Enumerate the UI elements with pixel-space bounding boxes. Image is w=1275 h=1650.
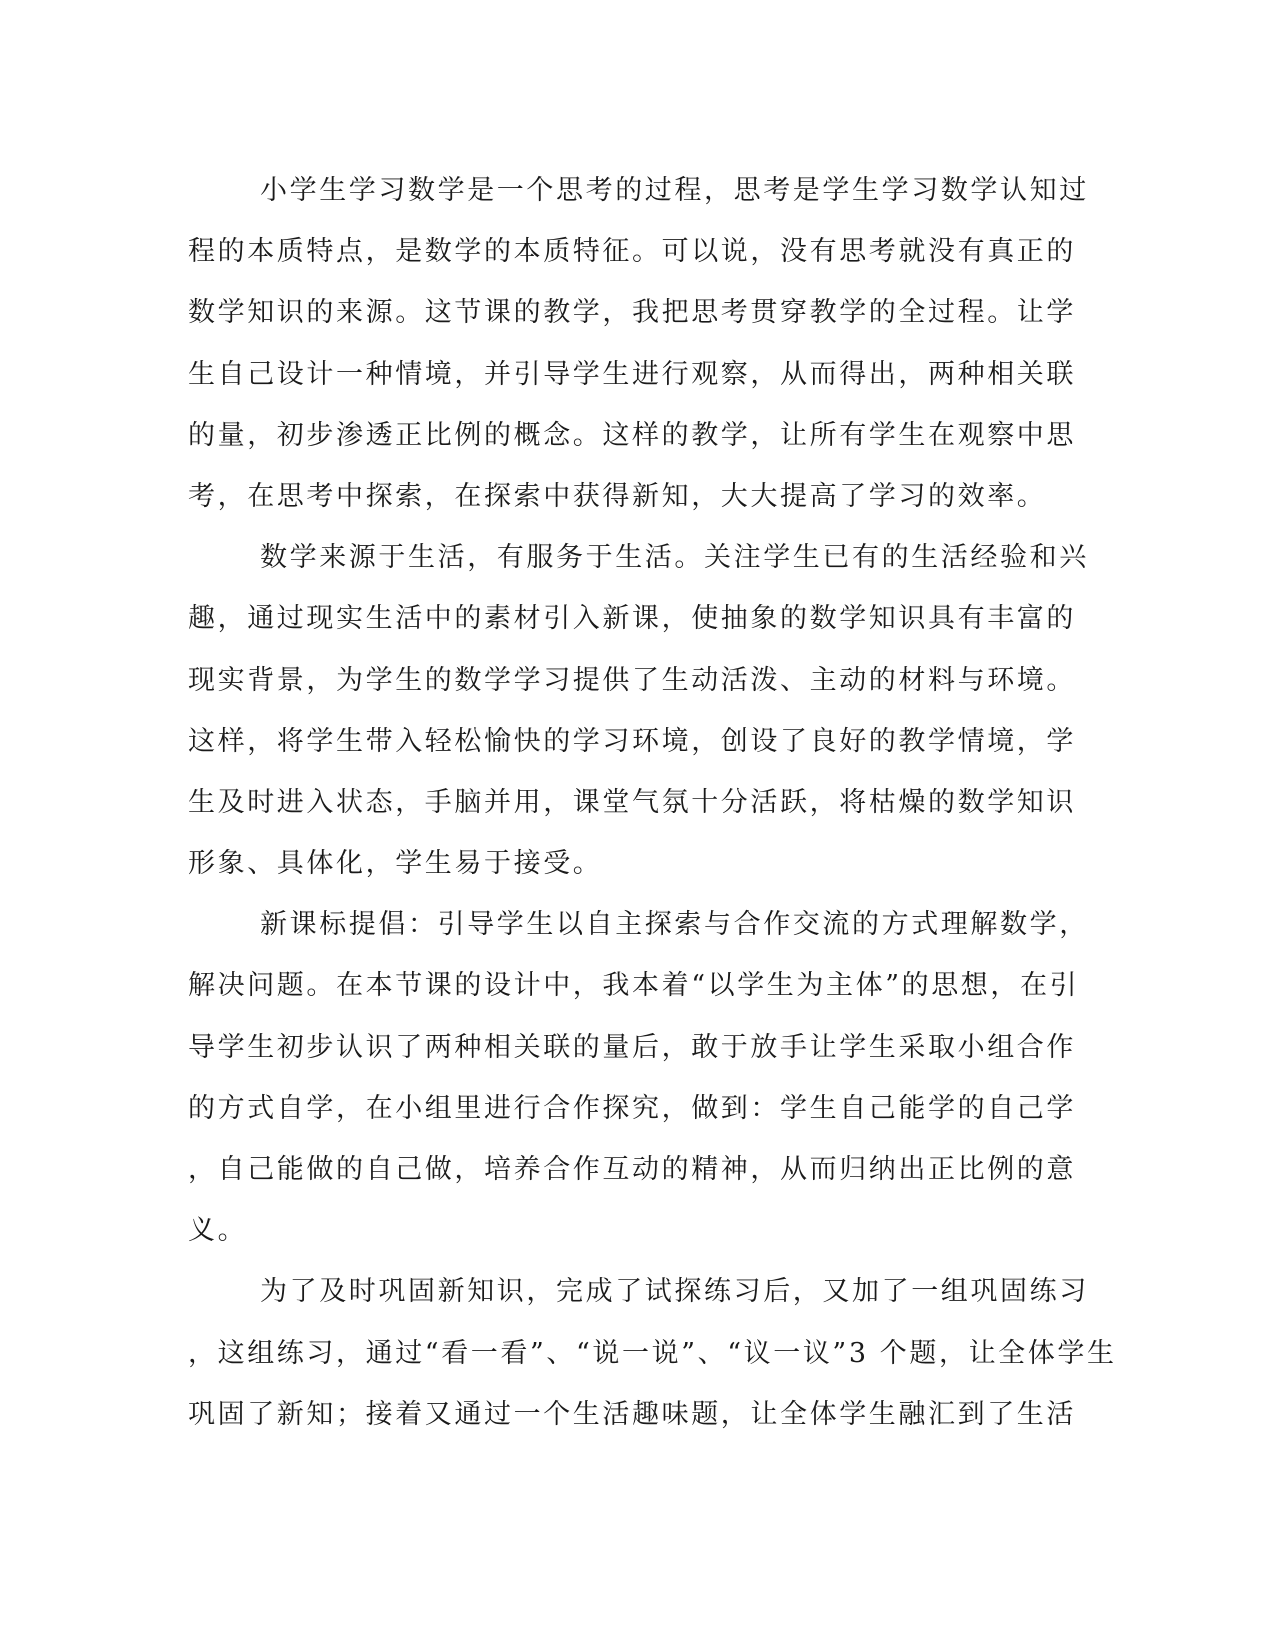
text-line: 程的本质特点，是数学的本质特征。可以说，没有思考就没有真正的 xyxy=(188,236,1076,268)
text-line: 现实背景，为学生的数学学习提供了生动活泼、主动的材料与环境。 xyxy=(188,664,1076,696)
paragraph-1 xyxy=(188,160,1089,527)
text-line: 小学生学习数学是一个思考的过程，思考是学生学习数学认知过 xyxy=(260,175,1089,206)
text-line: 生及时进入状态，手脑并用，课堂气氛十分活跃，将枯燥的数学知识 xyxy=(188,786,1076,818)
paragraph-3 xyxy=(188,894,1089,1261)
text-line: 新课标提倡：引导学生以自主探索与合作交流的方式理解数学， xyxy=(260,909,1089,941)
text-line: 导学生初步认识了两种相关联的量后，敢于放手让学生采取小组合作 xyxy=(188,1031,1076,1063)
text-line: 义。 xyxy=(188,1215,248,1247)
text-line: 解决问题。在本节课的设计中，我本着“以学生为主体”的思想，在引 xyxy=(188,970,1080,1002)
text-line: 的方式自学，在小组里进行合作探究，做到：学生自己能学的自己学 xyxy=(188,1092,1076,1124)
text-line: 生自己设计一种情境，并引导学生进行观察，从而得出，两种相关联 xyxy=(188,358,1076,390)
text-line: 数学知识的来源。这节课的教学，我把思考贯穿教学的全过程。让学 xyxy=(188,297,1076,329)
text-line: ，这组练习，通过“看一看”、“说一说”、“议一议”3 个题，让全体学生 xyxy=(188,1337,1117,1369)
text-line: 为了及时巩固新知识，完成了试探练习后，又加了一组巩固练习 xyxy=(260,1276,1089,1308)
text-line: 考，在思考中探索，在探索中获得新知，大大提高了学习的效率。 xyxy=(188,480,1047,512)
text-line: ，自己能做的自己做，培养合作互动的精神，从而归纳出正比例的意 xyxy=(188,1154,1076,1185)
text-line: 趣，通过现实生活中的素材引入新课，使抽象的数学知识具有丰富的 xyxy=(188,603,1076,635)
document-body xyxy=(188,160,1117,1445)
text-line: 这样，将学生带入轻松愉快的学习环境，创设了良好的教学情境，学 xyxy=(188,725,1076,757)
text-line: 数学来源于生活，有服务于生活。关注学生已有的生活经验和兴 xyxy=(260,542,1089,574)
text-line: 形象、具体化，学生易于接受。 xyxy=(188,848,603,880)
paragraph-4 xyxy=(188,1261,1117,1445)
text-line: 的量，初步渗透正比例的概念。这样的教学，让所有学生在观察中思 xyxy=(188,419,1076,451)
paragraph-2 xyxy=(188,527,1089,894)
text-line: 巩固了新知；接着又通过一个生活趣味题，让全体学生融汇到了生活 xyxy=(188,1398,1076,1430)
